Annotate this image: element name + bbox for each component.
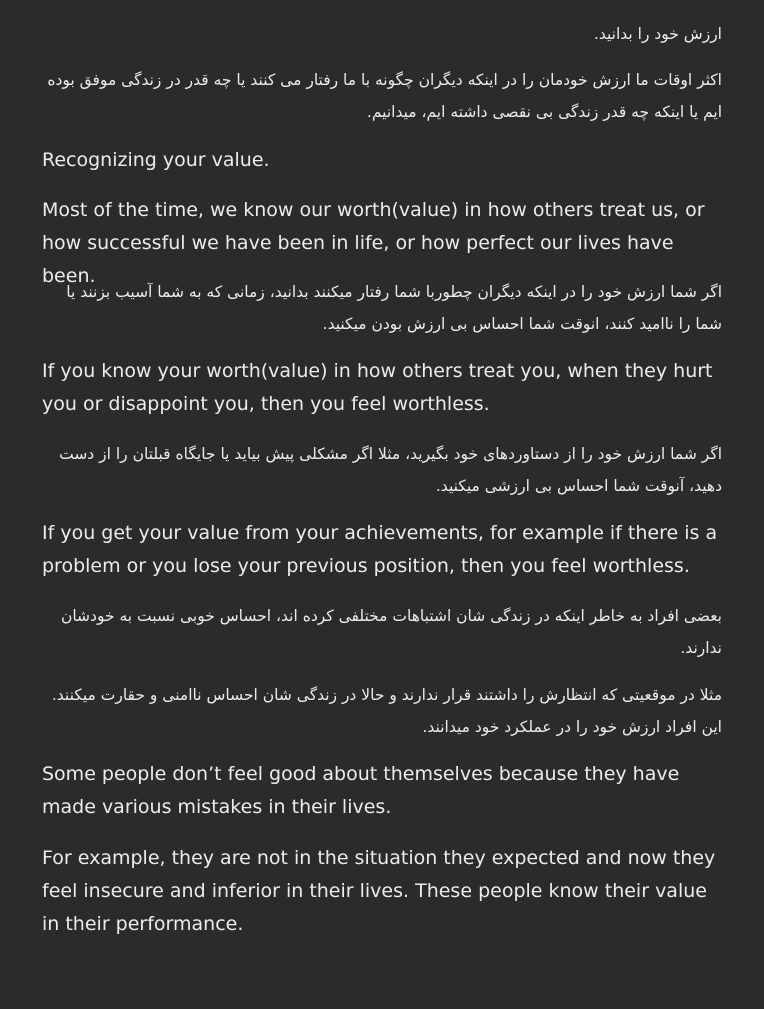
persian-paragraph-intro: اکثر اوقات ما ارزش خودمان را در اینکه دیگران چگونه با ما رفتار می کنند یا چه قدر در زندگی موفق بوده ایم یا اینکه چه قدر زندگی بی نقصی داشته ایم، میدانیم. — [47, 71, 722, 121]
persian-paragraph-example: مثلا در موقعیتی که انتظارش را داشتند قرار ندارند و حالا در زندگی شان احساس ناامنی و حقارت میکنند. این افراد ارزش خود را در عملکرد خود میدانند. — [51, 686, 722, 736]
english-title: Recognizing your value. — [42, 149, 270, 171]
persian-paragraph-mistakes: بعضی افراد به خاطر اینکه در زندگی شان اشتباهات مختلفی کرده اند، احساس خوبی نسبت به خودشان ندارند. — [60, 607, 722, 657]
english-paragraph-intro: Most of the time, we know our worth(value) in how others treat us, or how successful we have been in life, or how perfect our lives have been. — [42, 199, 705, 287]
persian-paragraph-others: اگر شما ارزش خود را در اینکه دیگران چطوربا شما رفتار میکنند بدانید، زمانی که به شما آسیب بزنند یا شما را ناامید کنند، انوقت شما احساس بی ارزش بودن میکنید. — [66, 283, 722, 333]
english-paragraph-others: If you know your worth(value) in how others treat you, when they hurt you or disappoint you, then you feel worthless. — [42, 360, 713, 415]
english-paragraph-achievements: If you get your value from your achievements, for example if there is a problem or you lose your previous position, then you feel worthless. — [42, 522, 718, 577]
english-paragraph-example: For example, they are not in the situation they expected and now they feel insecure and inferior in their lives. These people know their value in their performance. — [42, 847, 716, 935]
persian-title: ارزش خود را بدانید. — [593, 25, 722, 43]
english-paragraph-mistakes: Some people don’t feel good about themselves because they have made various mistakes in their lives. — [42, 763, 680, 818]
persian-paragraph-achievements: اگر شما ارزش خود را از دستاوردهای خود بگیرید، مثلا اگر مشکلی پیش بیاید یا جایگاه قبلتان را از دست دهید، آنوقت شما احساس بی ارزشی میکنید. — [59, 445, 722, 495]
